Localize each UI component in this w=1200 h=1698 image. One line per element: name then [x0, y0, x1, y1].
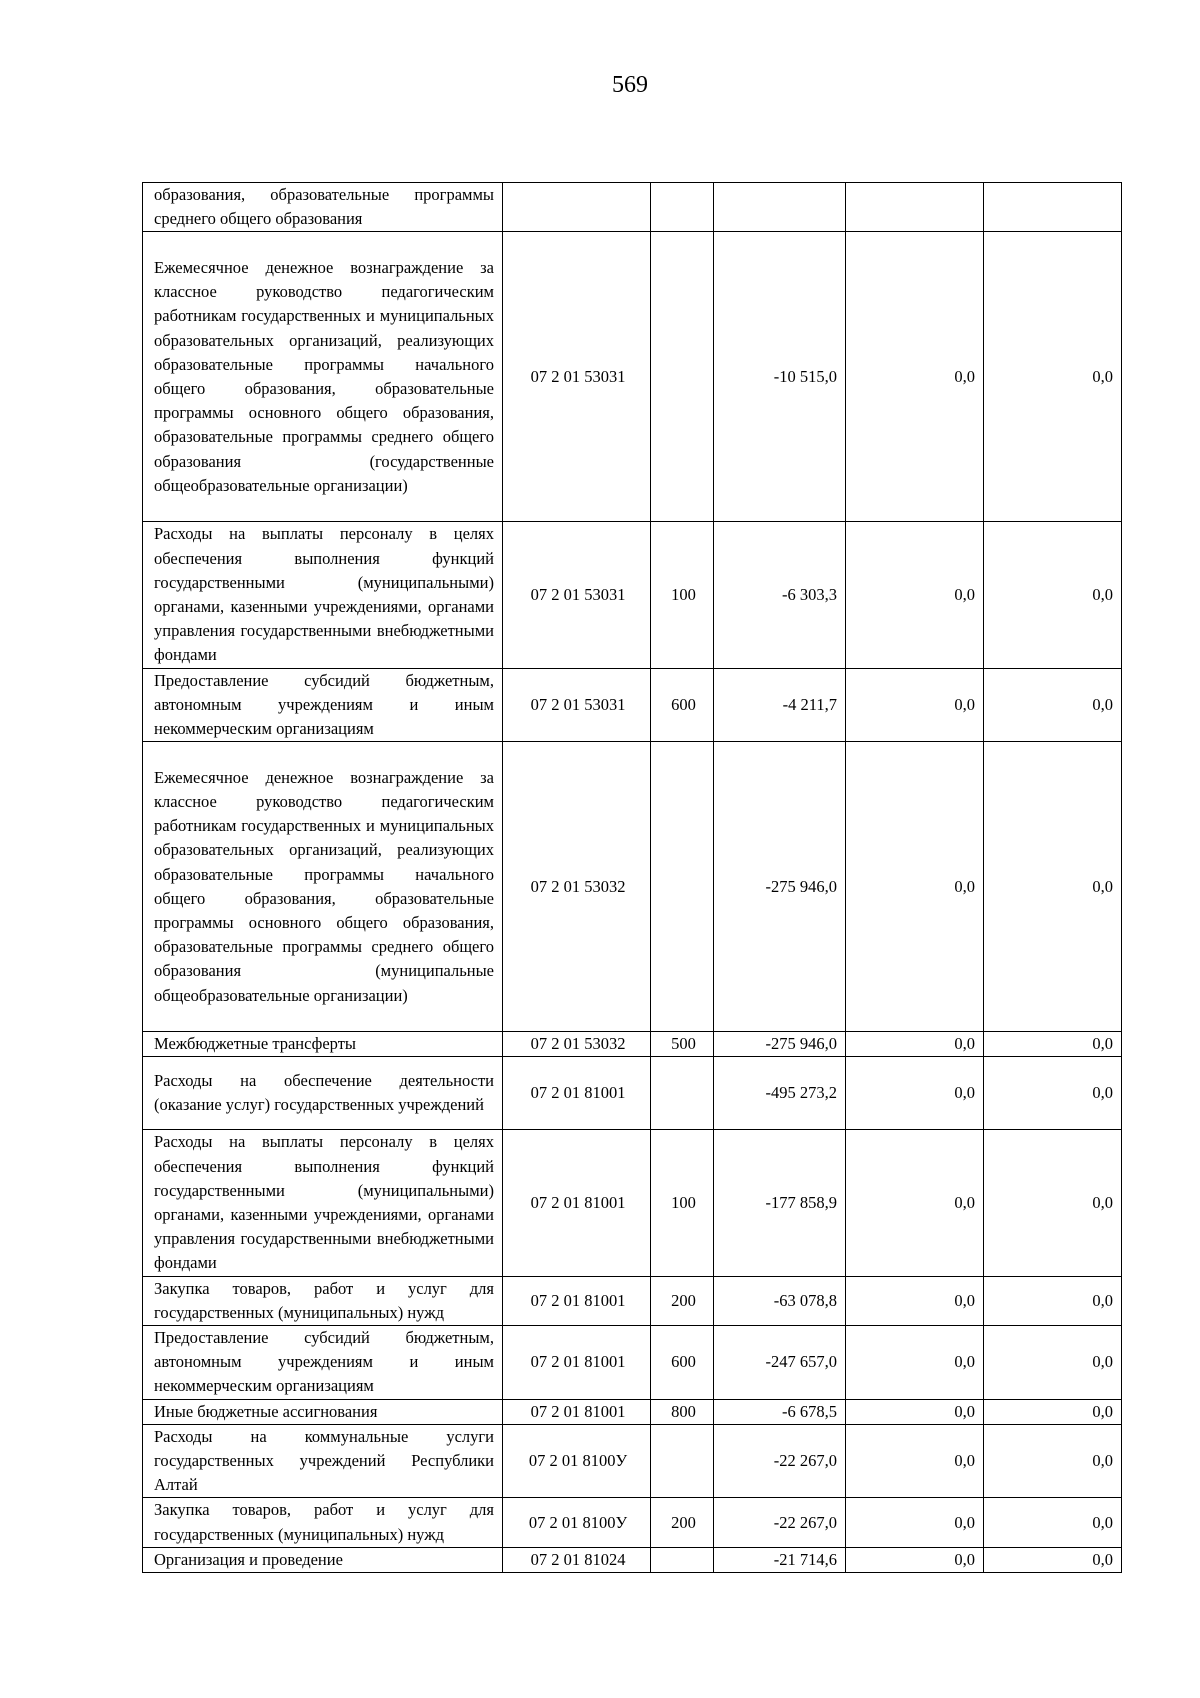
row-description: Предоставление субсидий бюджетным, автономным учреждениям и иным некоммерческим организациям [143, 1326, 503, 1400]
row-amount-2: 0,0 [846, 232, 984, 522]
row-amount-3: 0,0 [984, 1057, 1122, 1130]
row-amount-3: 0,0 [984, 1498, 1122, 1547]
table-row [143, 1399, 1122, 1424]
row-amount-3: 0,0 [984, 1326, 1122, 1400]
table-row [143, 1424, 1122, 1498]
row-amount-3: 0,0 [984, 1547, 1122, 1572]
row-amount-2: 0,0 [846, 668, 984, 742]
row-amount-3: 0,0 [984, 1032, 1122, 1057]
row-description: Предоставление субсидий бюджетным, автономным учреждениям и иным некоммерческим организациям [143, 668, 503, 742]
row-expense-type [651, 1547, 714, 1572]
row-description: Иные бюджетные ассигнования [143, 1399, 503, 1424]
row-expense-type [651, 183, 714, 232]
table-row [143, 1276, 1122, 1325]
row-amount-1: -275 946,0 [714, 1032, 846, 1057]
row-expense-type: 600 [651, 1326, 714, 1400]
table-row [143, 1547, 1122, 1572]
table-row [143, 1057, 1122, 1130]
row-target-code [503, 183, 651, 232]
row-amount-2: 0,0 [846, 1547, 984, 1572]
row-description: Расходы на выплаты персоналу в целях обеспечения выполнения функций государственными (муниципальными) органами, казенными учреждениями, органами управления государственными внебюджетными фондами [143, 522, 503, 668]
page-number: 569 [612, 72, 648, 98]
row-amount-3: 0,0 [984, 1276, 1122, 1325]
row-amount-2: 0,0 [846, 742, 984, 1032]
row-expense-type: 800 [651, 1399, 714, 1424]
row-amount-1 [714, 183, 846, 232]
row-amount-1: -177 858,9 [714, 1130, 846, 1276]
row-amount-2: 0,0 [846, 1498, 984, 1547]
row-description: Закупка товаров, работ и услуг для государственных (муниципальных) нужд [143, 1498, 503, 1547]
budget-table-body [143, 183, 1122, 1573]
row-amount-1: -4 211,7 [714, 668, 846, 742]
row-target-code: 07 2 01 8100У [503, 1498, 651, 1547]
table-row [143, 742, 1122, 1032]
row-amount-3: 0,0 [984, 522, 1122, 668]
row-description: образования, образовательные программы среднего общего образования [143, 183, 503, 232]
row-amount-2: 0,0 [846, 1276, 984, 1325]
row-description: Межбюджетные трансферты [143, 1032, 503, 1057]
row-expense-type [651, 742, 714, 1032]
row-expense-type: 600 [651, 668, 714, 742]
row-amount-1: -10 515,0 [714, 232, 846, 522]
row-expense-type [651, 1057, 714, 1130]
row-target-code: 07 2 01 53032 [503, 1032, 651, 1057]
row-amount-3: 0,0 [984, 668, 1122, 742]
row-expense-type [651, 232, 714, 522]
row-target-code: 07 2 01 81024 [503, 1547, 651, 1572]
row-amount-3 [984, 183, 1122, 232]
row-target-code: 07 2 01 8100У [503, 1424, 651, 1498]
table-row [143, 183, 1122, 232]
row-amount-2: 0,0 [846, 522, 984, 668]
table-row [143, 668, 1122, 742]
row-amount-2: 0,0 [846, 1057, 984, 1130]
row-description: Ежемесячное денежное вознаграждение за классное руководство педагогическим работникам государственных и муниципальных образовательных организаций, реализующих образовательные программы начального общего образования, образовательные программы основного общего образования, образовательные программы среднего общего образования (муниципальные общеобразовательные организации) [143, 742, 503, 1032]
row-description: Расходы на коммунальные услуги государственных учреждений Республики Алтай [143, 1424, 503, 1498]
row-description: Расходы на выплаты персоналу в целях обеспечения выполнения функций государственными (муниципальными) органами, казенными учреждениями, органами управления государственными внебюджетными фондами [143, 1130, 503, 1276]
table-row [143, 1326, 1122, 1400]
row-target-code: 07 2 01 53031 [503, 668, 651, 742]
row-amount-1: -63 078,8 [714, 1276, 846, 1325]
row-expense-type: 200 [651, 1498, 714, 1547]
row-expense-type: 100 [651, 522, 714, 668]
row-expense-type [651, 1424, 714, 1498]
row-description: Организация и проведение [143, 1547, 503, 1572]
row-amount-1: -6 303,3 [714, 522, 846, 668]
row-target-code: 07 2 01 81001 [503, 1057, 651, 1130]
row-expense-type: 200 [651, 1276, 714, 1325]
row-expense-type: 100 [651, 1130, 714, 1276]
row-amount-3: 0,0 [984, 742, 1122, 1032]
table-row [143, 1032, 1122, 1057]
row-target-code: 07 2 01 53031 [503, 522, 651, 668]
row-amount-1: -247 657,0 [714, 1326, 846, 1400]
row-amount-2: 0,0 [846, 1399, 984, 1424]
table-row [143, 1498, 1122, 1547]
row-expense-type: 500 [651, 1032, 714, 1057]
row-amount-2: 0,0 [846, 1032, 984, 1057]
row-target-code: 07 2 01 53031 [503, 232, 651, 522]
row-amount-2: 0,0 [846, 1326, 984, 1400]
row-amount-1: -275 946,0 [714, 742, 846, 1032]
row-amount-1: -495 273,2 [714, 1057, 846, 1130]
table-row [143, 522, 1122, 668]
row-amount-2 [846, 183, 984, 232]
row-target-code: 07 2 01 81001 [503, 1326, 651, 1400]
row-amount-3: 0,0 [984, 1130, 1122, 1276]
row-amount-3: 0,0 [984, 1399, 1122, 1424]
row-amount-2: 0,0 [846, 1130, 984, 1276]
table-row [143, 1130, 1122, 1276]
row-description: Расходы на обеспечение деятельности (оказание услуг) государственных учреждений [143, 1057, 503, 1130]
row-target-code: 07 2 01 81001 [503, 1276, 651, 1325]
row-amount-3: 0,0 [984, 1424, 1122, 1498]
row-amount-3: 0,0 [984, 232, 1122, 522]
row-target-code: 07 2 01 81001 [503, 1130, 651, 1276]
row-amount-1: -21 714,6 [714, 1547, 846, 1572]
row-amount-1: -22 267,0 [714, 1424, 846, 1498]
row-target-code: 07 2 01 81001 [503, 1399, 651, 1424]
row-amount-1: -6 678,5 [714, 1399, 846, 1424]
row-amount-1: -22 267,0 [714, 1498, 846, 1547]
row-target-code: 07 2 01 53032 [503, 742, 651, 1032]
row-amount-2: 0,0 [846, 1424, 984, 1498]
budget-table [142, 182, 1122, 1573]
row-description: Ежемесячное денежное вознаграждение за классное руководство педагогическим работникам государственных и муниципальных образовательных организаций, реализующих образовательные программы начального общего образования, образовательные программы основного общего образования, образовательные программы среднего общего образования (государственные общеобразовательные организации) [143, 232, 503, 522]
table-row [143, 232, 1122, 522]
row-description: Закупка товаров, работ и услуг для государственных (муниципальных) нужд [143, 1276, 503, 1325]
